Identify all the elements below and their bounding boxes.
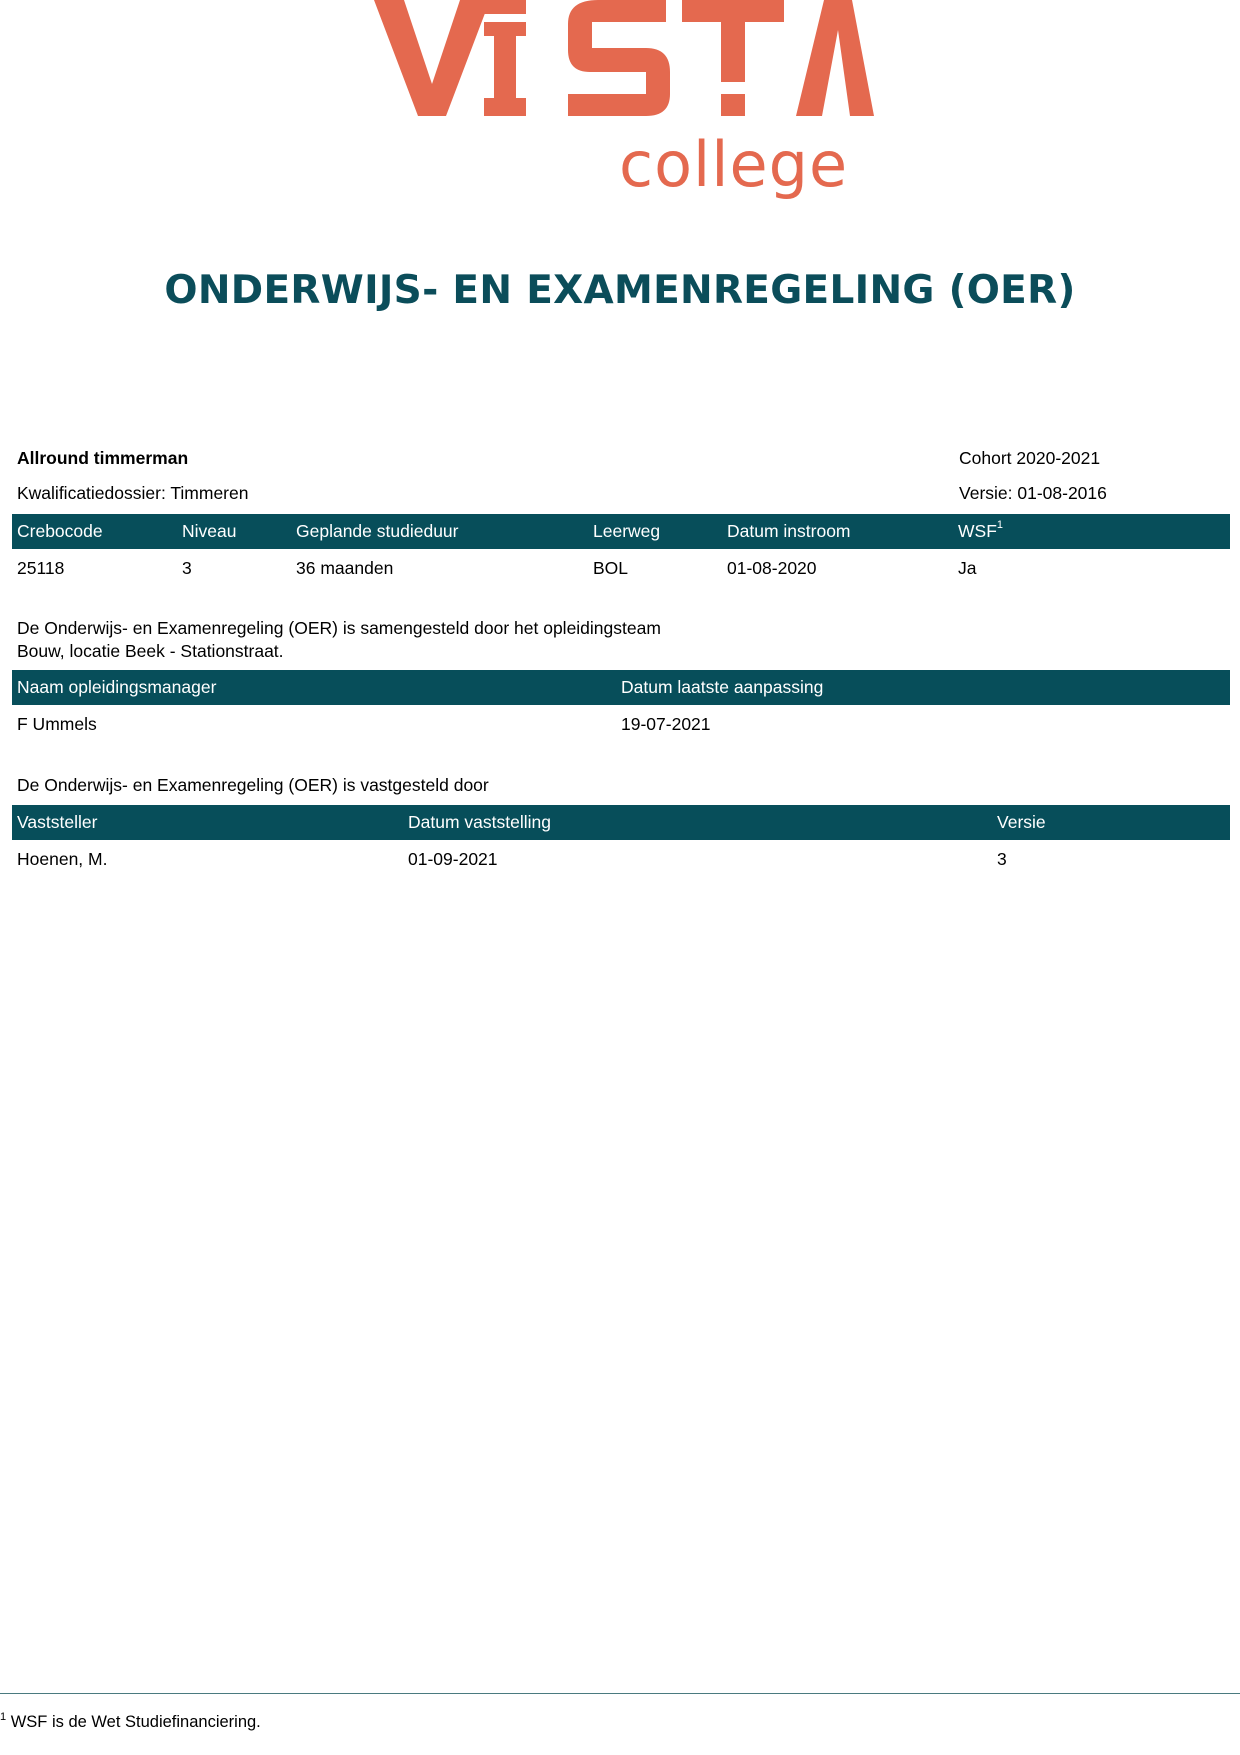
logo-letter-t-stem: [721, 22, 745, 82]
header-geplande-studieduur: Geplande studieduur: [296, 521, 459, 541]
cell-opleidingsmanager: F Ummels: [17, 714, 97, 734]
logo-wordmark: [374, 0, 874, 116]
samengesteld-text-line2: Bouw, locatie Beek - Stationstraat.: [17, 641, 284, 661]
logo-college-text: college: [619, 128, 849, 201]
table3-row: [12, 842, 1230, 877]
header-leerweg: Leerweg: [593, 521, 661, 541]
header-wsf: [958, 514, 1003, 549]
table2-row: [12, 707, 1230, 742]
cell-niveau: 3: [182, 558, 192, 578]
header-datum-vaststelling: Datum vaststelling: [408, 812, 551, 832]
logo-letter-i-base: [484, 98, 526, 116]
header-vaststeller: Vaststeller: [17, 812, 98, 832]
cohort-label: Cohort 2020-2021: [959, 448, 1101, 468]
table2-header: [12, 670, 1230, 705]
footnote-marker: 1: [0, 1711, 7, 1723]
cell-datum-vaststelling: 01-09-2021: [408, 849, 498, 869]
program-name: Allround timmerman: [17, 448, 189, 468]
header-naam-opleidingsmanager: Naam opleidingsmanager: [17, 677, 217, 697]
footnote-text: WSF is de Wet Studiefinanciering.: [6, 1713, 261, 1731]
header-crebocode: Crebocode: [17, 521, 103, 541]
header-datum-laatste-aanpassing: Datum laatste aanpassing: [621, 677, 824, 697]
samengesteld-text-line1: De Onderwijs- en Examenregeling (OER) is samengesteld door het opleidingsteam: [17, 618, 661, 638]
versie-label: Versie: 01-08-2016: [959, 483, 1107, 503]
cell-studieduur: 36 maanden: [296, 558, 394, 578]
header-niveau: Niveau: [182, 521, 237, 541]
logo-letter-v: [374, 0, 490, 116]
cell-crebocode: 25118: [17, 558, 65, 578]
table1-row: [12, 551, 1230, 586]
logo-letter-s: [568, 0, 670, 116]
header-versie: Versie: [997, 812, 1046, 832]
logo-letter-i-dot: [484, 0, 526, 14]
cell-datum-laatste-aanpassing: 19-07-2021: [621, 714, 711, 734]
footnote-reference[interactable]: 1: [996, 519, 1004, 531]
cell-wsf: Ja: [958, 558, 977, 578]
logo-letter-t-bar: [682, 0, 784, 22]
footnote-divider: [0, 1693, 1240, 1694]
cell-leerweg: BOL: [593, 558, 629, 578]
footnote: [0, 1712, 261, 1732]
cell-datum-instroom: 01-08-2020: [727, 558, 817, 578]
vista-college-logo: [366, 0, 874, 205]
table1-header: [12, 514, 1230, 549]
vastgesteld-text: De Onderwijs- en Examenregeling (OER) is vastgesteld door: [17, 775, 489, 795]
table3-header: [12, 805, 1230, 840]
header-datum-instroom: Datum instroom: [727, 521, 851, 541]
document-title: ONDERWIJS- EN EXAMENREGELING (OER): [164, 268, 1076, 313]
logo-letter-t-foot: [721, 94, 745, 116]
kwalificatiedossier-label: Kwalificatiedossier: Timmeren: [17, 483, 249, 503]
header-wsf-label: WSF: [958, 521, 997, 541]
logo-letter-a: [796, 0, 874, 116]
cell-versie: 3: [997, 849, 1007, 869]
cell-vaststeller: Hoenen, M.: [17, 849, 108, 869]
